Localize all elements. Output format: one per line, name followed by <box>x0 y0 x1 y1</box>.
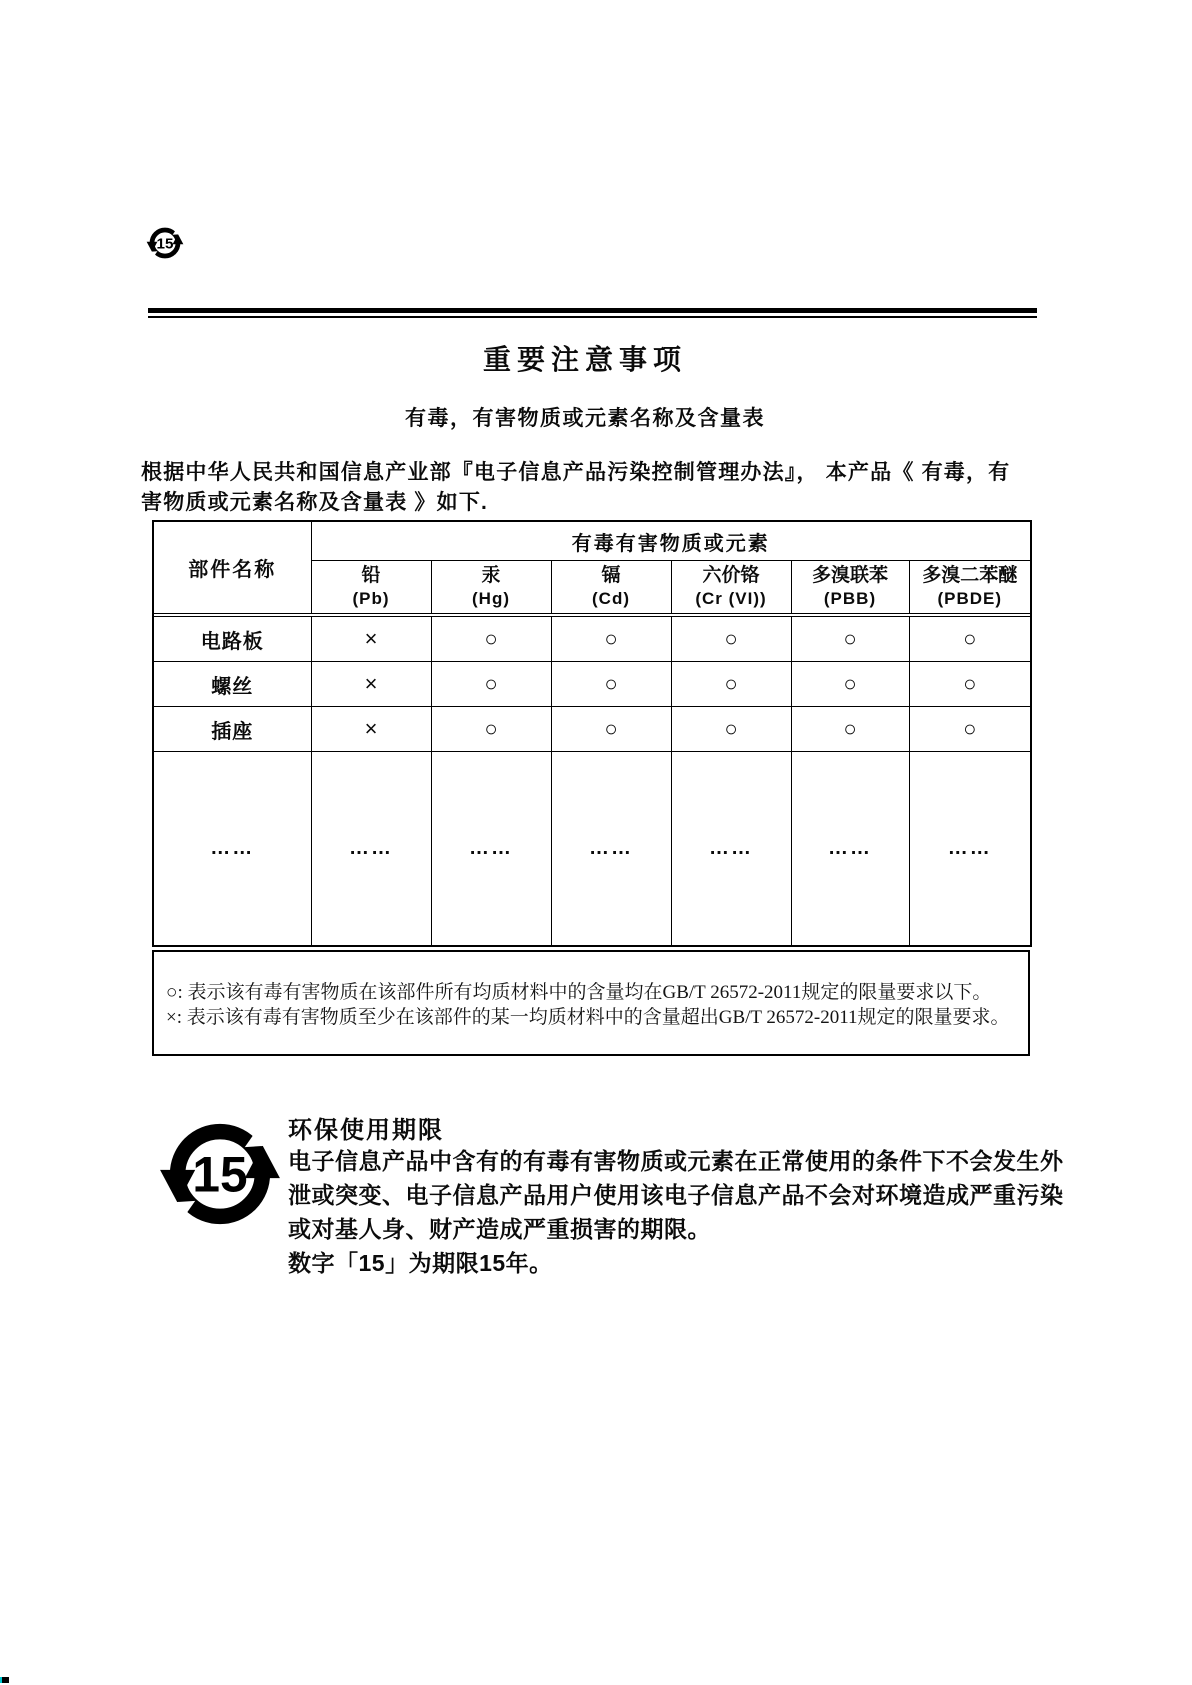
intro-line-1: 根据中华人民共和国信息产业部『电子信息产品污染控制管理办法』， 本产品《 有毒，有 <box>141 461 1011 484</box>
efup-line-4: 数字「15」为期限15年。 <box>288 1250 553 1276</box>
value-cell: ○ <box>909 662 1031 707</box>
value-cell: ○ <box>431 662 551 707</box>
legend-box <box>152 950 1030 1056</box>
value-cell: …… <box>311 752 431 946</box>
value-cell: ○ <box>551 662 671 707</box>
efup-recycle-icon-small <box>146 224 184 262</box>
table-row <box>153 662 1031 707</box>
substance-name: 多溴联苯 <box>811 565 888 586</box>
page-subtitle: 有毒，有害物质或元素名称及含量表 <box>405 407 765 430</box>
efup-recycle-icon-large <box>158 1112 282 1236</box>
efup-paragraph <box>288 1144 1064 1280</box>
part-name-cell: …… <box>153 752 311 946</box>
value-cell: ○ <box>791 662 909 707</box>
value-cell: ○ <box>431 707 551 752</box>
scan-artifact-mark <box>0 1677 9 1683</box>
efup-years-small: 15 <box>156 235 174 253</box>
value-cell: × <box>311 707 431 752</box>
column-header-pbde <box>909 561 1031 614</box>
value-cell: ○ <box>909 617 1031 662</box>
column-header-pb <box>311 561 431 614</box>
table-header-row-group <box>153 521 1031 561</box>
group-header-cell: 有毒有害物质或元素 <box>311 521 1031 561</box>
substance-name: 多溴二苯醚 <box>922 565 1018 586</box>
value-cell: ○ <box>791 617 909 662</box>
table-row-ellipsis <box>153 752 1031 946</box>
efup-heading: 环保使用期限 <box>288 1117 444 1144</box>
legend-text <box>154 952 1028 1030</box>
substance-name: 铅 <box>361 565 381 586</box>
value-cell: …… <box>551 752 671 946</box>
value-cell: ○ <box>671 707 791 752</box>
substance-formula: (PBB) <box>823 589 877 608</box>
substance-formula: (Pb) <box>352 589 390 608</box>
value-cell: × <box>311 617 431 662</box>
substance-formula: (Hg) <box>472 589 510 608</box>
substance-formula: (Cr (VI)) <box>695 589 767 608</box>
value-cell: ○ <box>671 662 791 707</box>
substance-name: 汞 <box>481 565 501 586</box>
value-cell: ○ <box>551 617 671 662</box>
intro-line-2: 害物质或元素名称及含量表 》如下. <box>141 491 489 514</box>
corner-header-cell: 部件名称 <box>153 521 311 614</box>
value-cell: ○ <box>551 707 671 752</box>
legend-line-circle: ○: 表示该有毒有害物质在该部件所有均质材料中的含量均在GB/T 26572-2011规定的限量要求以下。 <box>166 982 992 1003</box>
table-row <box>153 707 1031 752</box>
table-row <box>153 617 1031 662</box>
efup-years-large: 15 <box>192 1146 248 1203</box>
value-cell: ○ <box>431 617 551 662</box>
legend-line-cross: ×: 表示该有毒有害物质至少在该部件的某一均质材料中的含量超出GB/T 26572-2011规定的限量要求。 <box>166 1007 1010 1028</box>
double-horizontal-rule <box>148 308 1037 318</box>
part-name-cell: 螺丝 <box>153 662 311 707</box>
efup-line-1: 电子信息产品中含有的有毒有害物质或元素在正常使用的条件下不会发生外 <box>288 1148 1064 1174</box>
substance-formula: (PBDE) <box>937 589 1003 608</box>
substance-formula: (Cd) <box>592 589 630 608</box>
column-header-cd <box>551 561 671 614</box>
part-name-cell: 插座 <box>153 707 311 752</box>
substance-name: 六价铬 <box>702 565 760 586</box>
value-cell: ○ <box>909 707 1031 752</box>
part-name-cell: 电路板 <box>153 617 311 662</box>
column-header-pbb <box>791 561 909 614</box>
value-cell: ○ <box>671 617 791 662</box>
substance-name: 镉 <box>601 565 621 586</box>
intro-paragraph <box>141 458 1010 518</box>
efup-line-3: 或对基人身、财产造成严重损害的期限。 <box>288 1216 711 1242</box>
efup-line-2: 泄或突变、电子信息产品用户使用该电子信息产品不会对环境造成严重污染 <box>288 1182 1064 1208</box>
value-cell: …… <box>791 752 909 946</box>
page-title: 重要注意事项 <box>482 344 687 375</box>
hazardous-substance-table <box>152 520 1032 947</box>
value-cell: …… <box>671 752 791 946</box>
column-header-crvi <box>671 561 791 614</box>
column-header-hg <box>431 561 551 614</box>
value-cell: …… <box>909 752 1031 946</box>
hazardous-substance-table-wrap <box>152 520 1032 947</box>
value-cell: …… <box>431 752 551 946</box>
value-cell: × <box>311 662 431 707</box>
value-cell: ○ <box>791 707 909 752</box>
